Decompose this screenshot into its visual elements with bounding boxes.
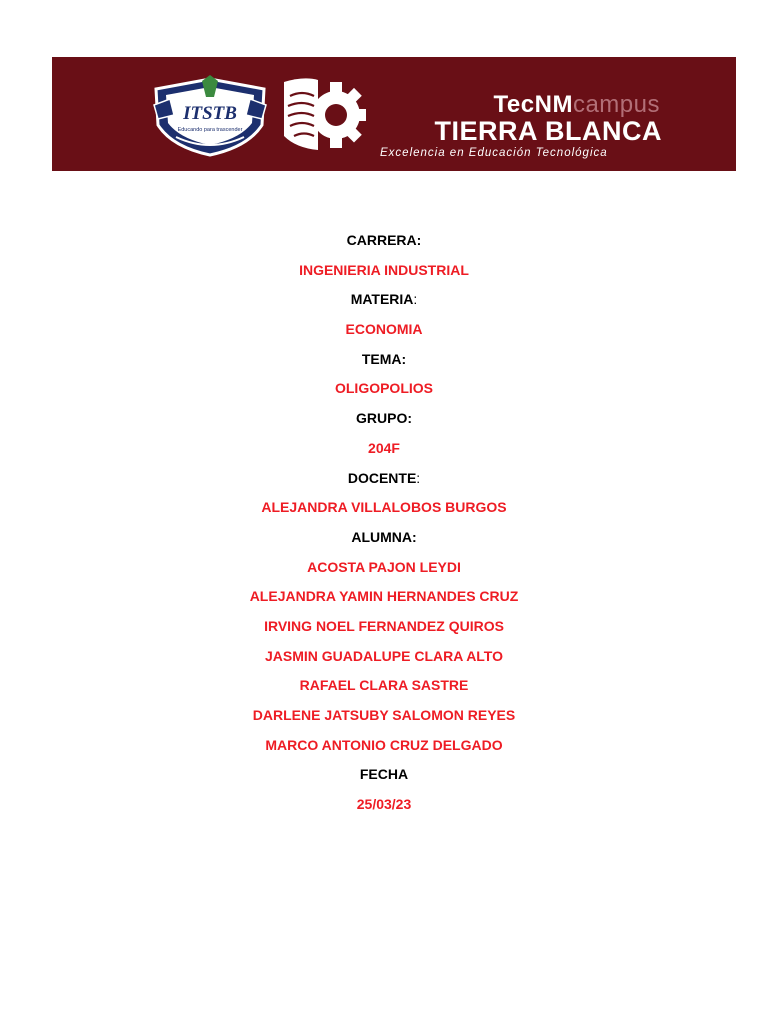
grupo-value: 204F [368,439,400,456]
svg-text:Educando para trascender: Educando para trascender [177,127,243,133]
fecha-value: 25/03/23 [356,796,412,813]
materia-value: ECONOMIA [345,321,423,338]
alumna-label: ALUMNA: [351,528,417,545]
materia-row: MATERIA: [350,291,418,308]
fecha-label: FECHA [359,766,409,783]
student-name: ACOSTA PAJON LEYDI [307,558,461,575]
brand-title [494,93,660,117]
docente-value: ALEJANDRA VILLALOBOS BURGOS [261,499,507,516]
student-name: DARLENE JATSUBY SALOMON REYES [252,707,516,723]
carrera-label: CARRERA: [346,232,422,248]
brand-campus: campus [572,91,660,118]
tema-value: OLIGOPOLIOS [334,380,433,397]
brand-tecnm: TecNM [493,91,573,118]
itstb-logo [152,75,268,157]
cover-fields [0,226,768,820]
materia-label: MATERIA [350,291,414,308]
student-name: MARCO ANTONIO CRUZ DELGADO [265,736,503,753]
student-name: RAFAEL CLARA SASTRE [299,677,469,694]
student-name: JASMIN GUADALUPE CLARA ALTO [265,647,503,664]
brand-name: TIERRA BLANCA [434,116,662,146]
header-banner [52,57,736,171]
grupo-label: GRUPO: [356,410,412,427]
docente-row: DOCENTE: [347,469,421,486]
student-name: ALEJANDRA YAMIN HERNANDES CRUZ [249,588,519,605]
carrera-value: INGENIERIA INDUSTRIAL [299,261,469,278]
tecnm-gear-logo [274,76,366,154]
docente-label: DOCENTE [347,469,417,486]
svg-text:ITSTB: ITSTB [183,103,237,124]
tema-label: TEMA: [361,350,407,367]
brand-slogan: Excelencia en Educación Tecnológica [380,147,608,159]
student-name: IRVING NOEL FERNANDEZ QUIROS [264,617,504,634]
